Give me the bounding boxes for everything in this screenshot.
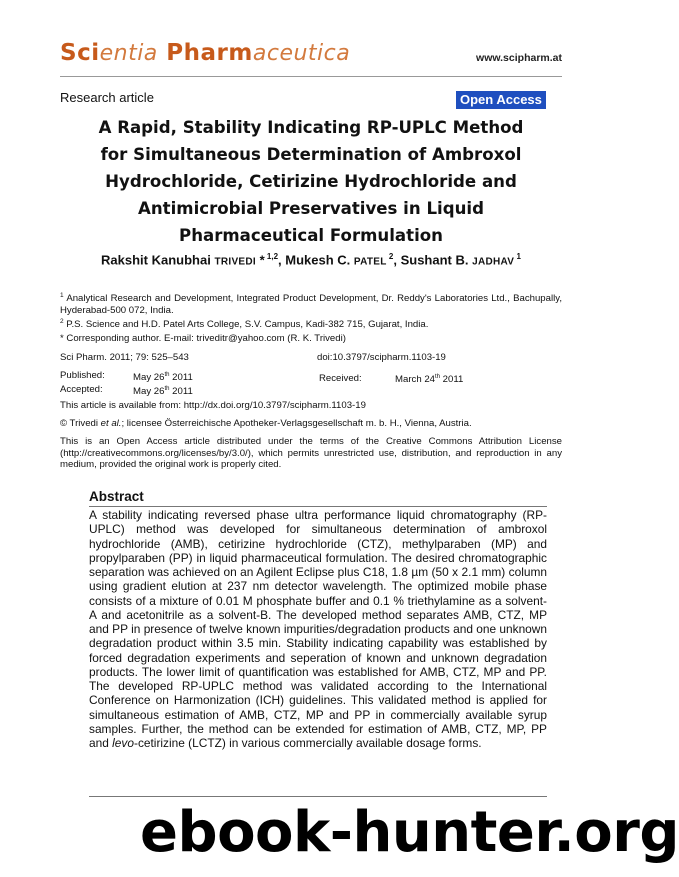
author-list [60,252,562,267]
abstract-body: A stability indicating reversed phase ultra performance liquid chromatography (RP-UPLC) method was developed for simultaneous determination of ambroxol hydrochloride (AMB), cetirizine hydrochloride (CTZ), methylparaben (MP) and propylparaben (PP) in liquid pharmaceutical formulation. The desired chromatographic separation was achieved on an Agilent Eclipse plus C18, 1.8 µm (50 x 2.1 mm) column using gradient elution at 237 nm detector wavelength. The optimized mobile phase consists of a mixture of 0.01 M phosphate buffer and 0.1 % triethylamine as a solvent-A and acetonitrile as a solvent-B. The developed method separates AMB, CTZ, MP and PP in presence of twelve known impurities/degradation products and one unknown degradation product within 3.5 min. Stability indicating capability was established by forced degradation experiments and seperation of known and unknown degradation products. The lower limit of quantification was established for AMB, CTZ, MP and PP. The developed RP-UPLC method was validated according to the International Conference on Harmonization (ICH) guidelines. This validated method is applied for simultaneous estimation of AMB, CTZ, MP and PP in commercially available syrup samples. Further, the method can be extended for estimation of AMB, CTZ, MP, PP and levo-cetirizine (LCTZ) in various commercially available dosage forms. [89,508,547,750]
published-label: Published: [60,370,105,381]
corresponding-author: * Corresponding author. E-mail: triveditr@yahoo.com (R. K. Trivedi) [60,333,346,344]
author-3-first: , Sushant B. [393,252,473,268]
affiliation-text: Analytical Research and Development, Integrated Product Development, Dr. Reddy's Laboratories Ltd., Bachupally, Hyderabad-500 072, India. [60,293,562,316]
journal-logo [60,40,350,66]
received-date-block [317,370,465,388]
affiliation-text: P.S. Science and H.D. Patel Arts College, S.V. Campus, Kadi-382 715, Gujarat, India. [63,319,429,331]
title-line: Antimicrobial Preservatives in Liquid [138,199,484,218]
affiliation-item [60,290,562,316]
author-3-last: JADHAV [472,256,515,268]
journal-logo-part4: aceutica [252,41,351,66]
journal-logo-part3: Pharm [157,40,253,66]
author-1-last: TRIVEDI [214,256,257,268]
title-line: Pharmaceutical Formulation [179,226,443,245]
author-1-affil: 1,2 [264,252,279,261]
author-2-affil: 2 [386,252,394,261]
availability-note: This article is available from: http://dx.doi.org/10.3797/scipharm.1103-19 [60,400,366,411]
accepted-label: Accepted: [60,383,103,395]
open-access-badge: Open Access [456,91,546,109]
affiliations [60,290,562,331]
header-divider [60,76,562,77]
journal-logo-part1: Sci [60,40,100,66]
author-1-first: Rakshit Kanubhai [101,252,215,268]
watermark: ebook-hunter.org [140,800,679,865]
author-3-affil: 1 [514,252,521,261]
author-1-mark: * [256,252,265,268]
abstract-top-rule [89,506,547,507]
author-2-last: PATEL [353,256,387,268]
journal-logo-part2: entia [99,41,158,66]
published-date: May 26th 2011 [133,372,193,384]
title-line: A Rapid, Stability Indicating RP-UPLC Method [98,118,524,137]
license-note: This is an Open Access article distributed under the terms of the Creative Commons Attribution License (http://creativecommons.org/licenses/by/3.0/), which permits unrestricted use, distribution, and reproduction in any medium, provided the original work is properly cited. [60,436,562,471]
title-line: for Simultaneous Determination of Ambroxol [100,145,522,164]
received-date: March 24th 2011 [395,374,464,386]
accepted-date: May 26th 2011 [133,385,193,397]
author-2-first: , Mukesh C. [278,252,354,268]
article-title [60,114,562,249]
affiliation-item [60,316,562,331]
abstract-bottom-rule [89,796,547,797]
title-line: Hydrochloride, Cetirizine Hydrochloride and [105,172,517,191]
affiliation-number: 2 [60,318,64,326]
citation: Sci Pharm. 2011; 79: 525–543 [60,352,189,363]
journal-website[interactable]: www.scipharm.at [476,52,562,64]
received-label: Received: [319,373,362,385]
article-type: Research article [60,90,154,105]
copyright-note: © Trivedi et al.; licensee Österreichische Apotheker-Verlagsgesellschaft m. b. H., Vienna, Austria. [60,418,472,429]
abstract-heading: Abstract [89,489,144,504]
affiliation-number: 1 [60,292,64,299]
doi[interactable]: doi:10.3797/scipharm.1103-19 [317,352,446,363]
publication-dates [60,370,193,398]
